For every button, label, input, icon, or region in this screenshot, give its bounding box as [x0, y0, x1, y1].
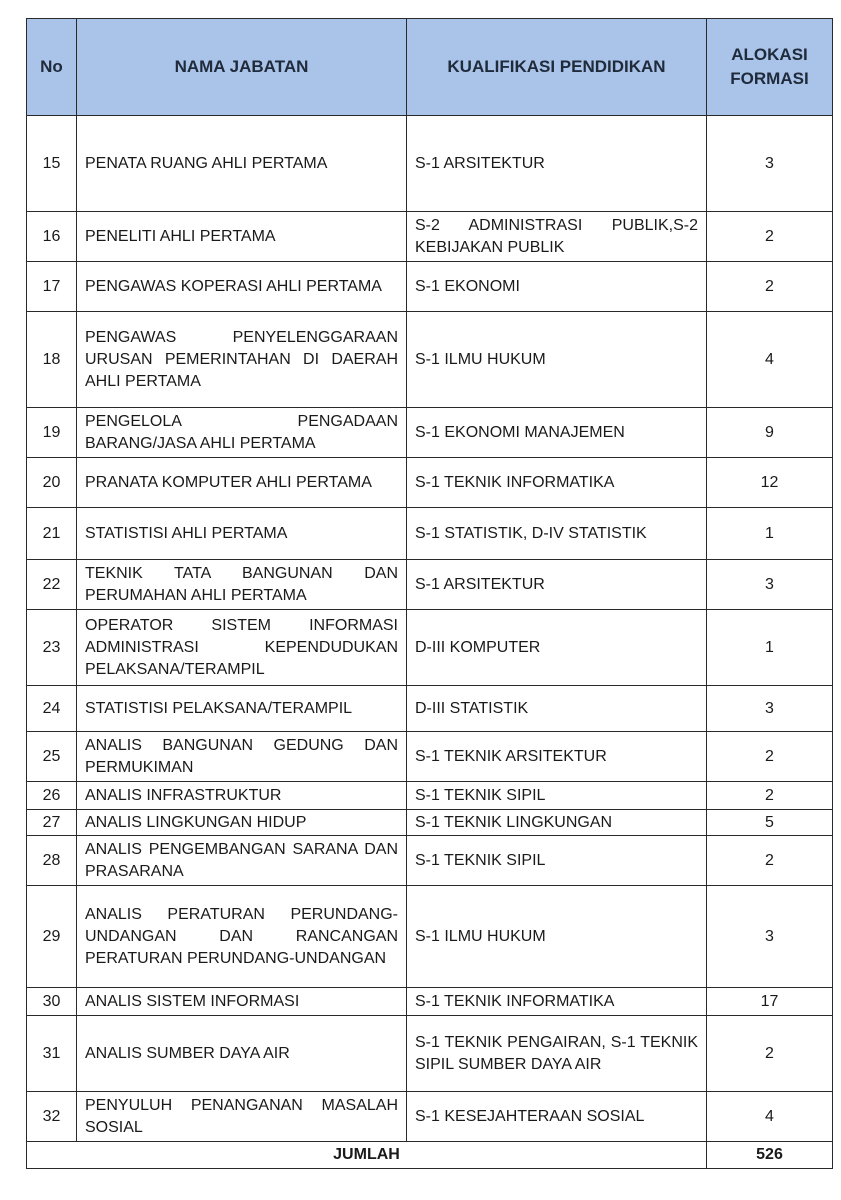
- row-no: 32: [27, 1092, 77, 1142]
- row-alokasi: 3: [707, 116, 833, 212]
- row-no: 25: [27, 732, 77, 782]
- row-alokasi: 3: [707, 560, 833, 610]
- row-nama-jabatan: ANALIS SUMBER DAYA AIR: [77, 1016, 407, 1092]
- row-kualifikasi: S-1 ARSITEKTUR: [407, 560, 707, 610]
- row-nama-jabatan: ANALIS SISTEM INFORMASI: [77, 988, 407, 1016]
- row-nama-jabatan: PENATA RUANG AHLI PERTAMA: [77, 116, 407, 212]
- table-row: [27, 1016, 833, 1092]
- header-alokasi-line1: ALOKASI: [731, 45, 808, 64]
- row-nama-jabatan: TEKNIK TATA BANGUNAN DAN PERUMAHAN AHLI PERTAMA: [77, 560, 407, 610]
- row-no: 29: [27, 886, 77, 988]
- row-nama-jabatan: PENELITI AHLI PERTAMA: [77, 212, 407, 262]
- table-row: [27, 610, 833, 686]
- table-row: [27, 116, 833, 212]
- row-no: 31: [27, 1016, 77, 1092]
- row-kualifikasi: S-1 ARSITEKTUR: [407, 116, 707, 212]
- row-alokasi: 2: [707, 732, 833, 782]
- total-row: [27, 1142, 833, 1169]
- row-alokasi: 12: [707, 458, 833, 508]
- row-kualifikasi: S-1 ILMU HUKUM: [407, 312, 707, 408]
- row-no: 24: [27, 686, 77, 732]
- formasi-table: [26, 18, 833, 1169]
- row-nama-jabatan: PENYULUH PENANGANAN MASALAH SOSIAL: [77, 1092, 407, 1142]
- row-no: 27: [27, 810, 77, 836]
- row-no: 20: [27, 458, 77, 508]
- table-row: [27, 458, 833, 508]
- row-nama-jabatan: PENGAWAS PENYELENGGARAAN URUSAN PEMERINTAHAN DI DAERAH AHLI PERTAMA: [77, 312, 407, 408]
- row-no: 30: [27, 988, 77, 1016]
- row-kualifikasi: S-1 TEKNIK PENGAIRAN, S-1 TEKNIK SIPIL SUMBER DAYA AIR: [407, 1016, 707, 1092]
- row-alokasi: 2: [707, 262, 833, 312]
- row-no: 23: [27, 610, 77, 686]
- row-alokasi: 4: [707, 312, 833, 408]
- total-value: 526: [707, 1142, 833, 1169]
- row-nama-jabatan: ANALIS LINGKUNGAN HIDUP: [77, 810, 407, 836]
- row-kualifikasi: S-1 TEKNIK LINGKUNGAN: [407, 810, 707, 836]
- row-kualifikasi: S-1 STATISTIK, D-IV STATISTIK: [407, 508, 707, 560]
- table-row: [27, 408, 833, 458]
- row-kualifikasi: S-2 ADMINISTRASI PUBLIK,S-2 KEBIJAKAN PUBLIK: [407, 212, 707, 262]
- table-row: [27, 886, 833, 988]
- row-alokasi: 2: [707, 782, 833, 810]
- row-kualifikasi: S-1 EKONOMI: [407, 262, 707, 312]
- row-no: 22: [27, 560, 77, 610]
- row-nama-jabatan: ANALIS BANGUNAN GEDUNG DAN PERMUKIMAN: [77, 732, 407, 782]
- table-row: [27, 312, 833, 408]
- table-row: [27, 810, 833, 836]
- row-no: 28: [27, 836, 77, 886]
- row-kualifikasi: S-1 EKONOMI MANAJEMEN: [407, 408, 707, 458]
- row-nama-jabatan: STATISTISI PELAKSANA/TERAMPIL: [77, 686, 407, 732]
- table-row: [27, 508, 833, 560]
- row-no: 19: [27, 408, 77, 458]
- row-no: 18: [27, 312, 77, 408]
- table-row: [27, 212, 833, 262]
- row-nama-jabatan: PENGELOLA PENGADAAN BARANG/JASA AHLI PERTAMA: [77, 408, 407, 458]
- row-alokasi: 5: [707, 810, 833, 836]
- table-row: [27, 732, 833, 782]
- row-kualifikasi: S-1 TEKNIK SIPIL: [407, 782, 707, 810]
- row-kualifikasi: S-1 ILMU HUKUM: [407, 886, 707, 988]
- row-alokasi: 2: [707, 1016, 833, 1092]
- table-row: [27, 1092, 833, 1142]
- row-no: 26: [27, 782, 77, 810]
- table-body: [27, 116, 833, 1142]
- row-alokasi: 3: [707, 686, 833, 732]
- table-row: [27, 262, 833, 312]
- row-no: 21: [27, 508, 77, 560]
- row-alokasi: 4: [707, 1092, 833, 1142]
- row-no: 15: [27, 116, 77, 212]
- row-alokasi: 17: [707, 988, 833, 1016]
- row-kualifikasi: D-III STATISTIK: [407, 686, 707, 732]
- row-alokasi: 1: [707, 508, 833, 560]
- row-alokasi: 9: [707, 408, 833, 458]
- header-no: No: [27, 19, 77, 116]
- row-alokasi: 1: [707, 610, 833, 686]
- row-nama-jabatan: PRANATA KOMPUTER AHLI PERTAMA: [77, 458, 407, 508]
- row-nama-jabatan: PENGAWAS KOPERASI AHLI PERTAMA: [77, 262, 407, 312]
- row-kualifikasi: S-1 TEKNIK INFORMATIKA: [407, 458, 707, 508]
- row-no: 17: [27, 262, 77, 312]
- row-alokasi: 2: [707, 212, 833, 262]
- row-kualifikasi: D-III KOMPUTER: [407, 610, 707, 686]
- header-alokasi-formasi: [707, 19, 833, 116]
- table-row: [27, 782, 833, 810]
- table-row: [27, 560, 833, 610]
- table-row: [27, 686, 833, 732]
- row-nama-jabatan: ANALIS INFRASTRUKTUR: [77, 782, 407, 810]
- total-label: JUMLAH: [27, 1142, 707, 1169]
- row-kualifikasi: S-1 TEKNIK INFORMATIKA: [407, 988, 707, 1016]
- table-row: [27, 988, 833, 1016]
- table-row: [27, 836, 833, 886]
- row-nama-jabatan: STATISTISI AHLI PERTAMA: [77, 508, 407, 560]
- table-header: [27, 19, 833, 116]
- header-kualifikasi-pendidikan: KUALIFIKASI PENDIDIKAN: [407, 19, 707, 116]
- row-alokasi: 2: [707, 836, 833, 886]
- row-nama-jabatan: ANALIS PERATURAN PERUNDANG-UNDANGAN DAN RANCANGAN PERATURAN PERUNDANG-UNDANGAN: [77, 886, 407, 988]
- header-alokasi-line2: FORMASI: [730, 69, 809, 88]
- row-nama-jabatan: ANALIS PENGEMBANGAN SARANA DAN PRASARANA: [77, 836, 407, 886]
- row-nama-jabatan: OPERATOR SISTEM INFORMASI ADMINISTRASI KEPENDUDUKAN PELAKSANA/TERAMPIL: [77, 610, 407, 686]
- row-kualifikasi: S-1 TEKNIK ARSITEKTUR: [407, 732, 707, 782]
- row-alokasi: 3: [707, 886, 833, 988]
- header-nama-jabatan: NAMA JABATAN: [77, 19, 407, 116]
- row-no: 16: [27, 212, 77, 262]
- row-kualifikasi: S-1 KESEJAHTERAAN SOSIAL: [407, 1092, 707, 1142]
- row-kualifikasi: S-1 TEKNIK SIPIL: [407, 836, 707, 886]
